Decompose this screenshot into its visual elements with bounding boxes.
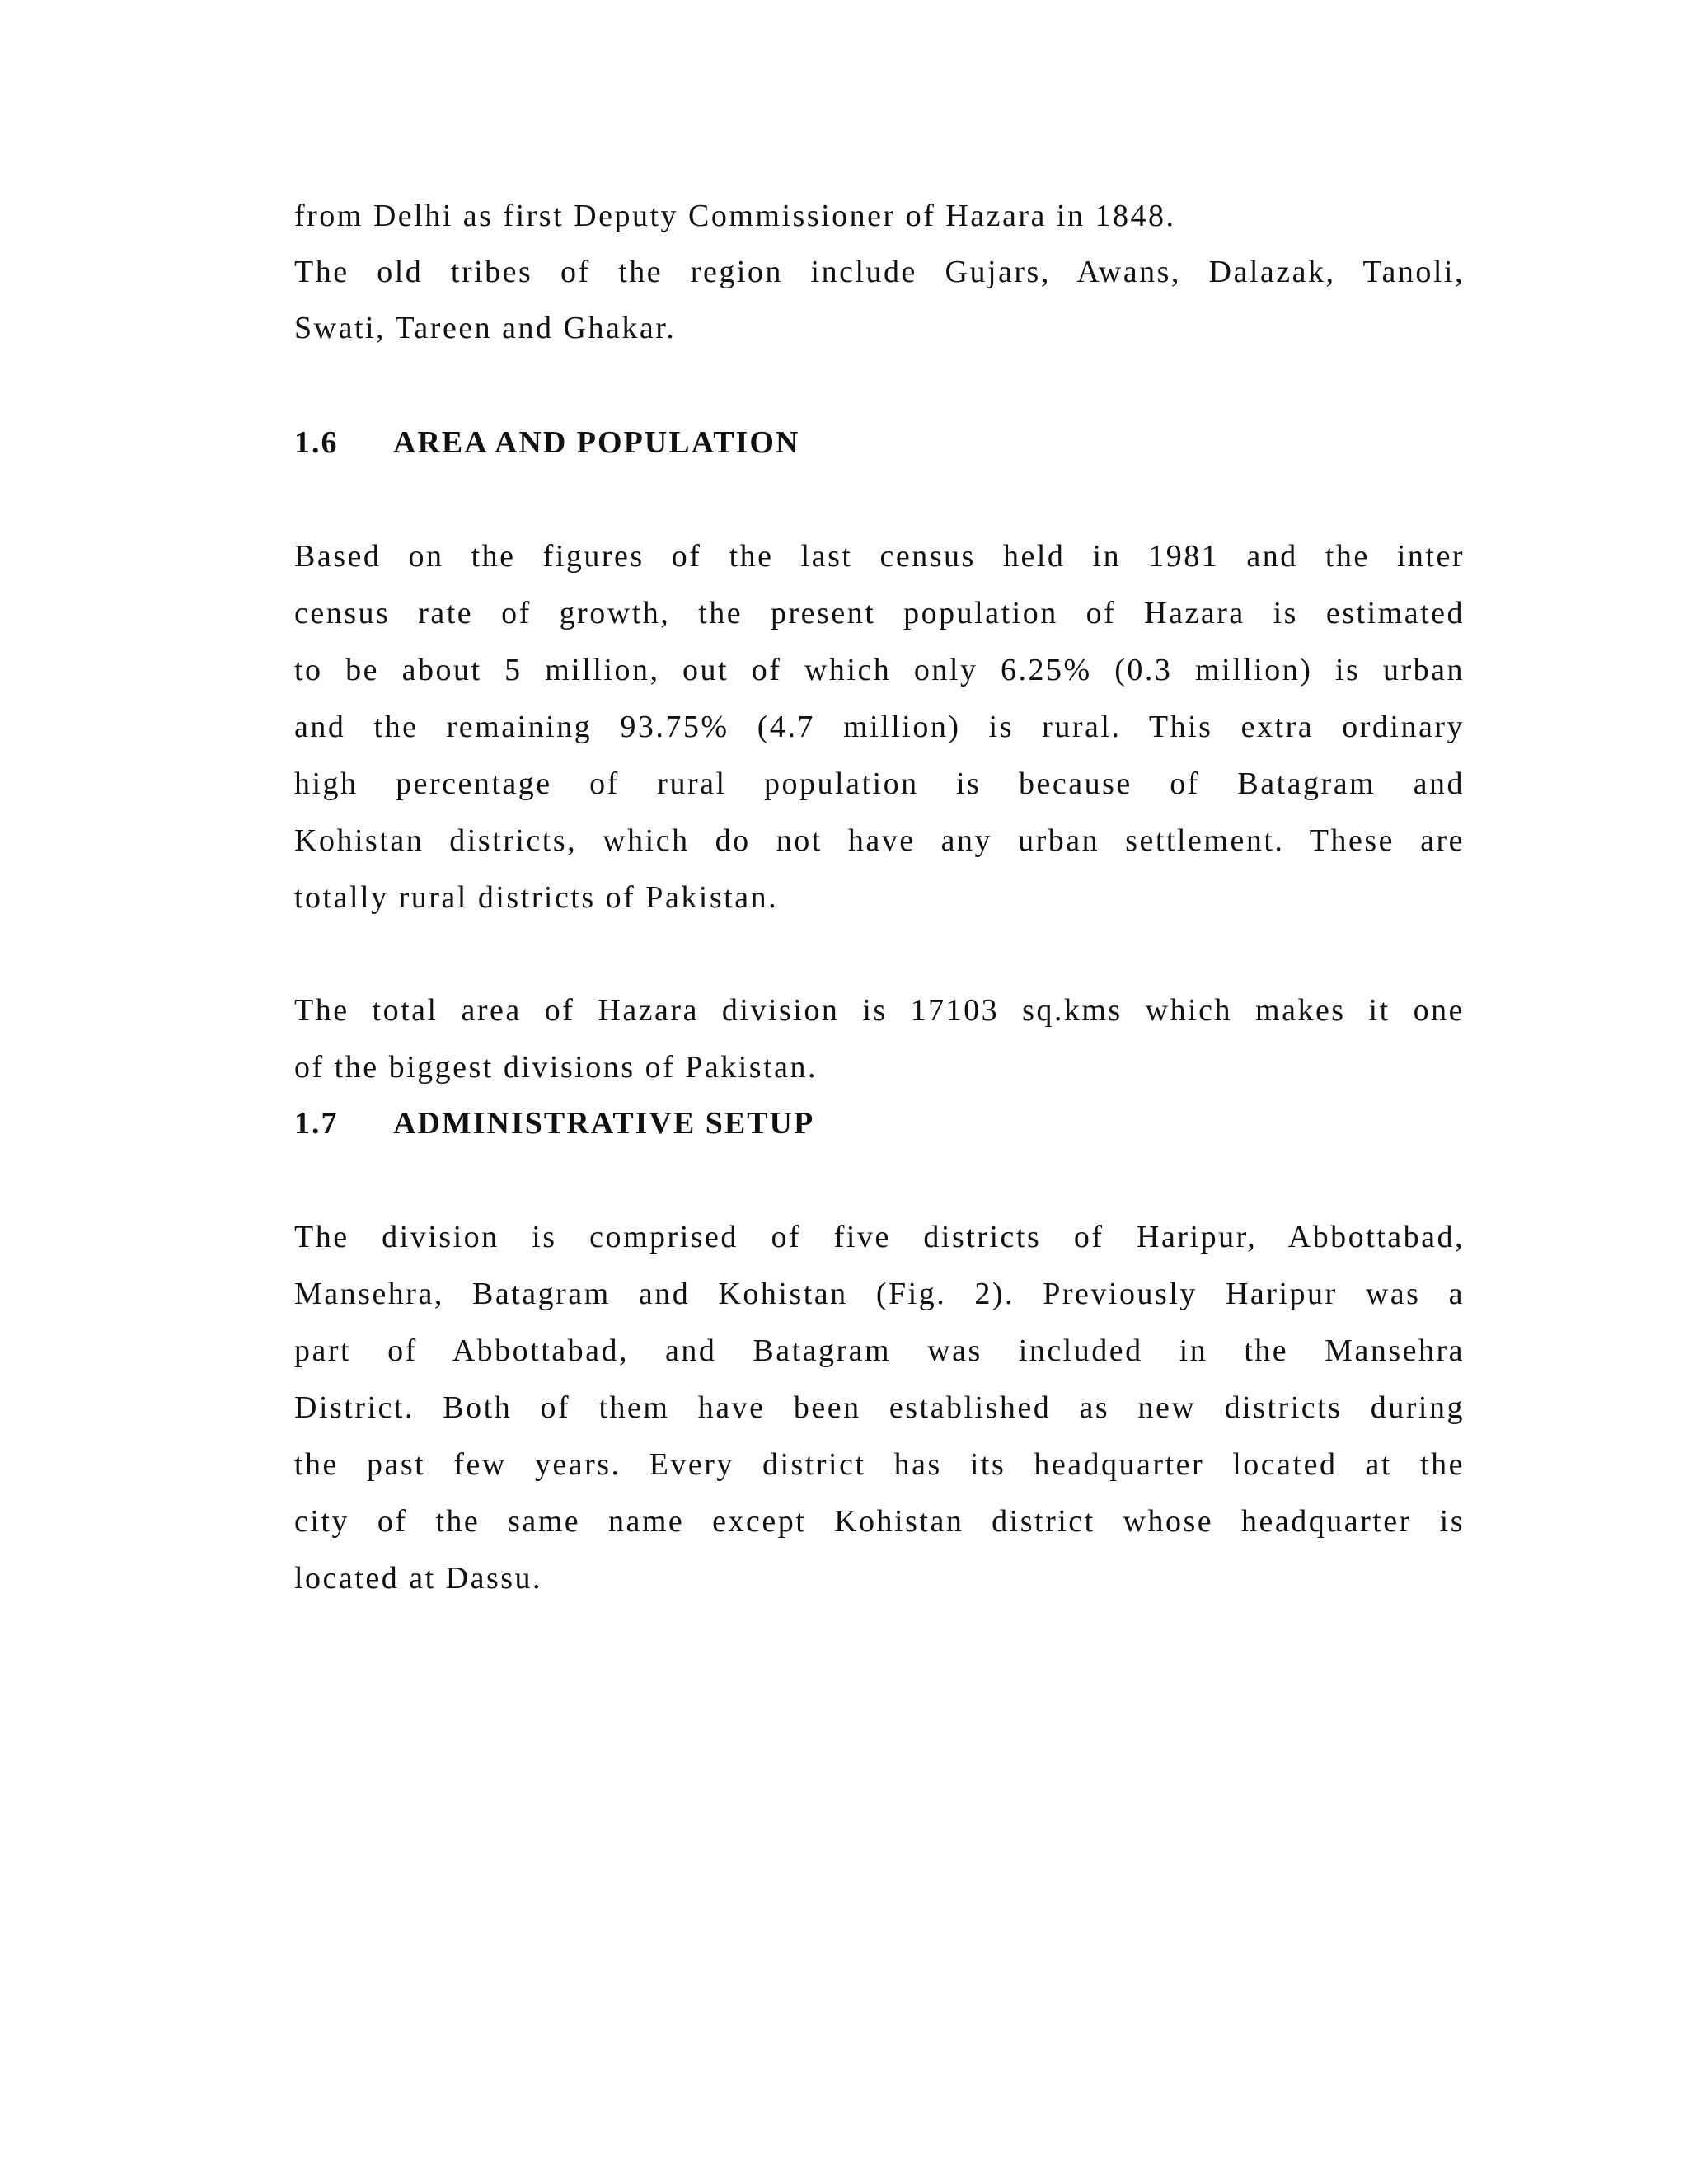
paragraph-line: the past few years. Every district has its headquarter located at the (294, 1447, 1465, 1482)
paragraph-line: census rate of growth, the present population of Hazara is estimated (294, 596, 1465, 630)
paragraph-line: of the biggest divisions of Pakistan. (294, 1050, 818, 1085)
section-title: AREA AND POPULATION (393, 425, 800, 460)
paragraph-line: The total area of Hazara division is 17103 sq.kms which makes it one (294, 993, 1465, 1028)
section-title: ADMINISTRATIVE SETUP (393, 1106, 815, 1141)
paragraph-line: part of Abbottabad, and Batagram was included in the Mansehra (294, 1333, 1465, 1368)
section-heading (294, 424, 799, 461)
paragraph-line: The division is comprised of five districts of Haripur, Abbottabad, (294, 1220, 1465, 1254)
paragraph-line: Kohistan districts, which do not have any urban settlement. These are (294, 823, 1465, 858)
paragraph-line: Mansehra, Batagram and Kohistan (Fig. 2). Previously Haripur was a (294, 1277, 1465, 1311)
section-number: 1.7 (294, 1106, 339, 1141)
intro-line: from Delhi as first Deputy Commissioner of Hazara in 1848. (294, 199, 1176, 233)
paragraph-line: District. Both of them have been established as new districts during (294, 1390, 1465, 1425)
section-number: 1.6 (294, 425, 339, 460)
intro-line: The old tribes of the region include Gujars, Awans, Dalazak, Tanoli, (294, 255, 1465, 289)
paragraph-line: located at Dassu. (294, 1561, 543, 1596)
section-heading (294, 1105, 814, 1141)
paragraph-line: and the remaining 93.75% (4.7 million) is rural. This extra ordinary (294, 710, 1465, 744)
paragraph-line: to be about 5 million, out of which only 6.25% (0.3 million) is urban (294, 653, 1465, 687)
paragraph-line: totally rural districts of Pakistan. (294, 880, 779, 915)
paragraph-line: Based on the figures of the last census held in 1981 and the inter (294, 539, 1465, 574)
paragraph-line: high percentage of rural population is because of Batagram and (294, 766, 1465, 801)
paragraph-line: city of the same name except Kohistan district whose headquarter is (294, 1504, 1465, 1539)
intro-line: Swati, Tareen and Ghakar. (294, 311, 677, 345)
